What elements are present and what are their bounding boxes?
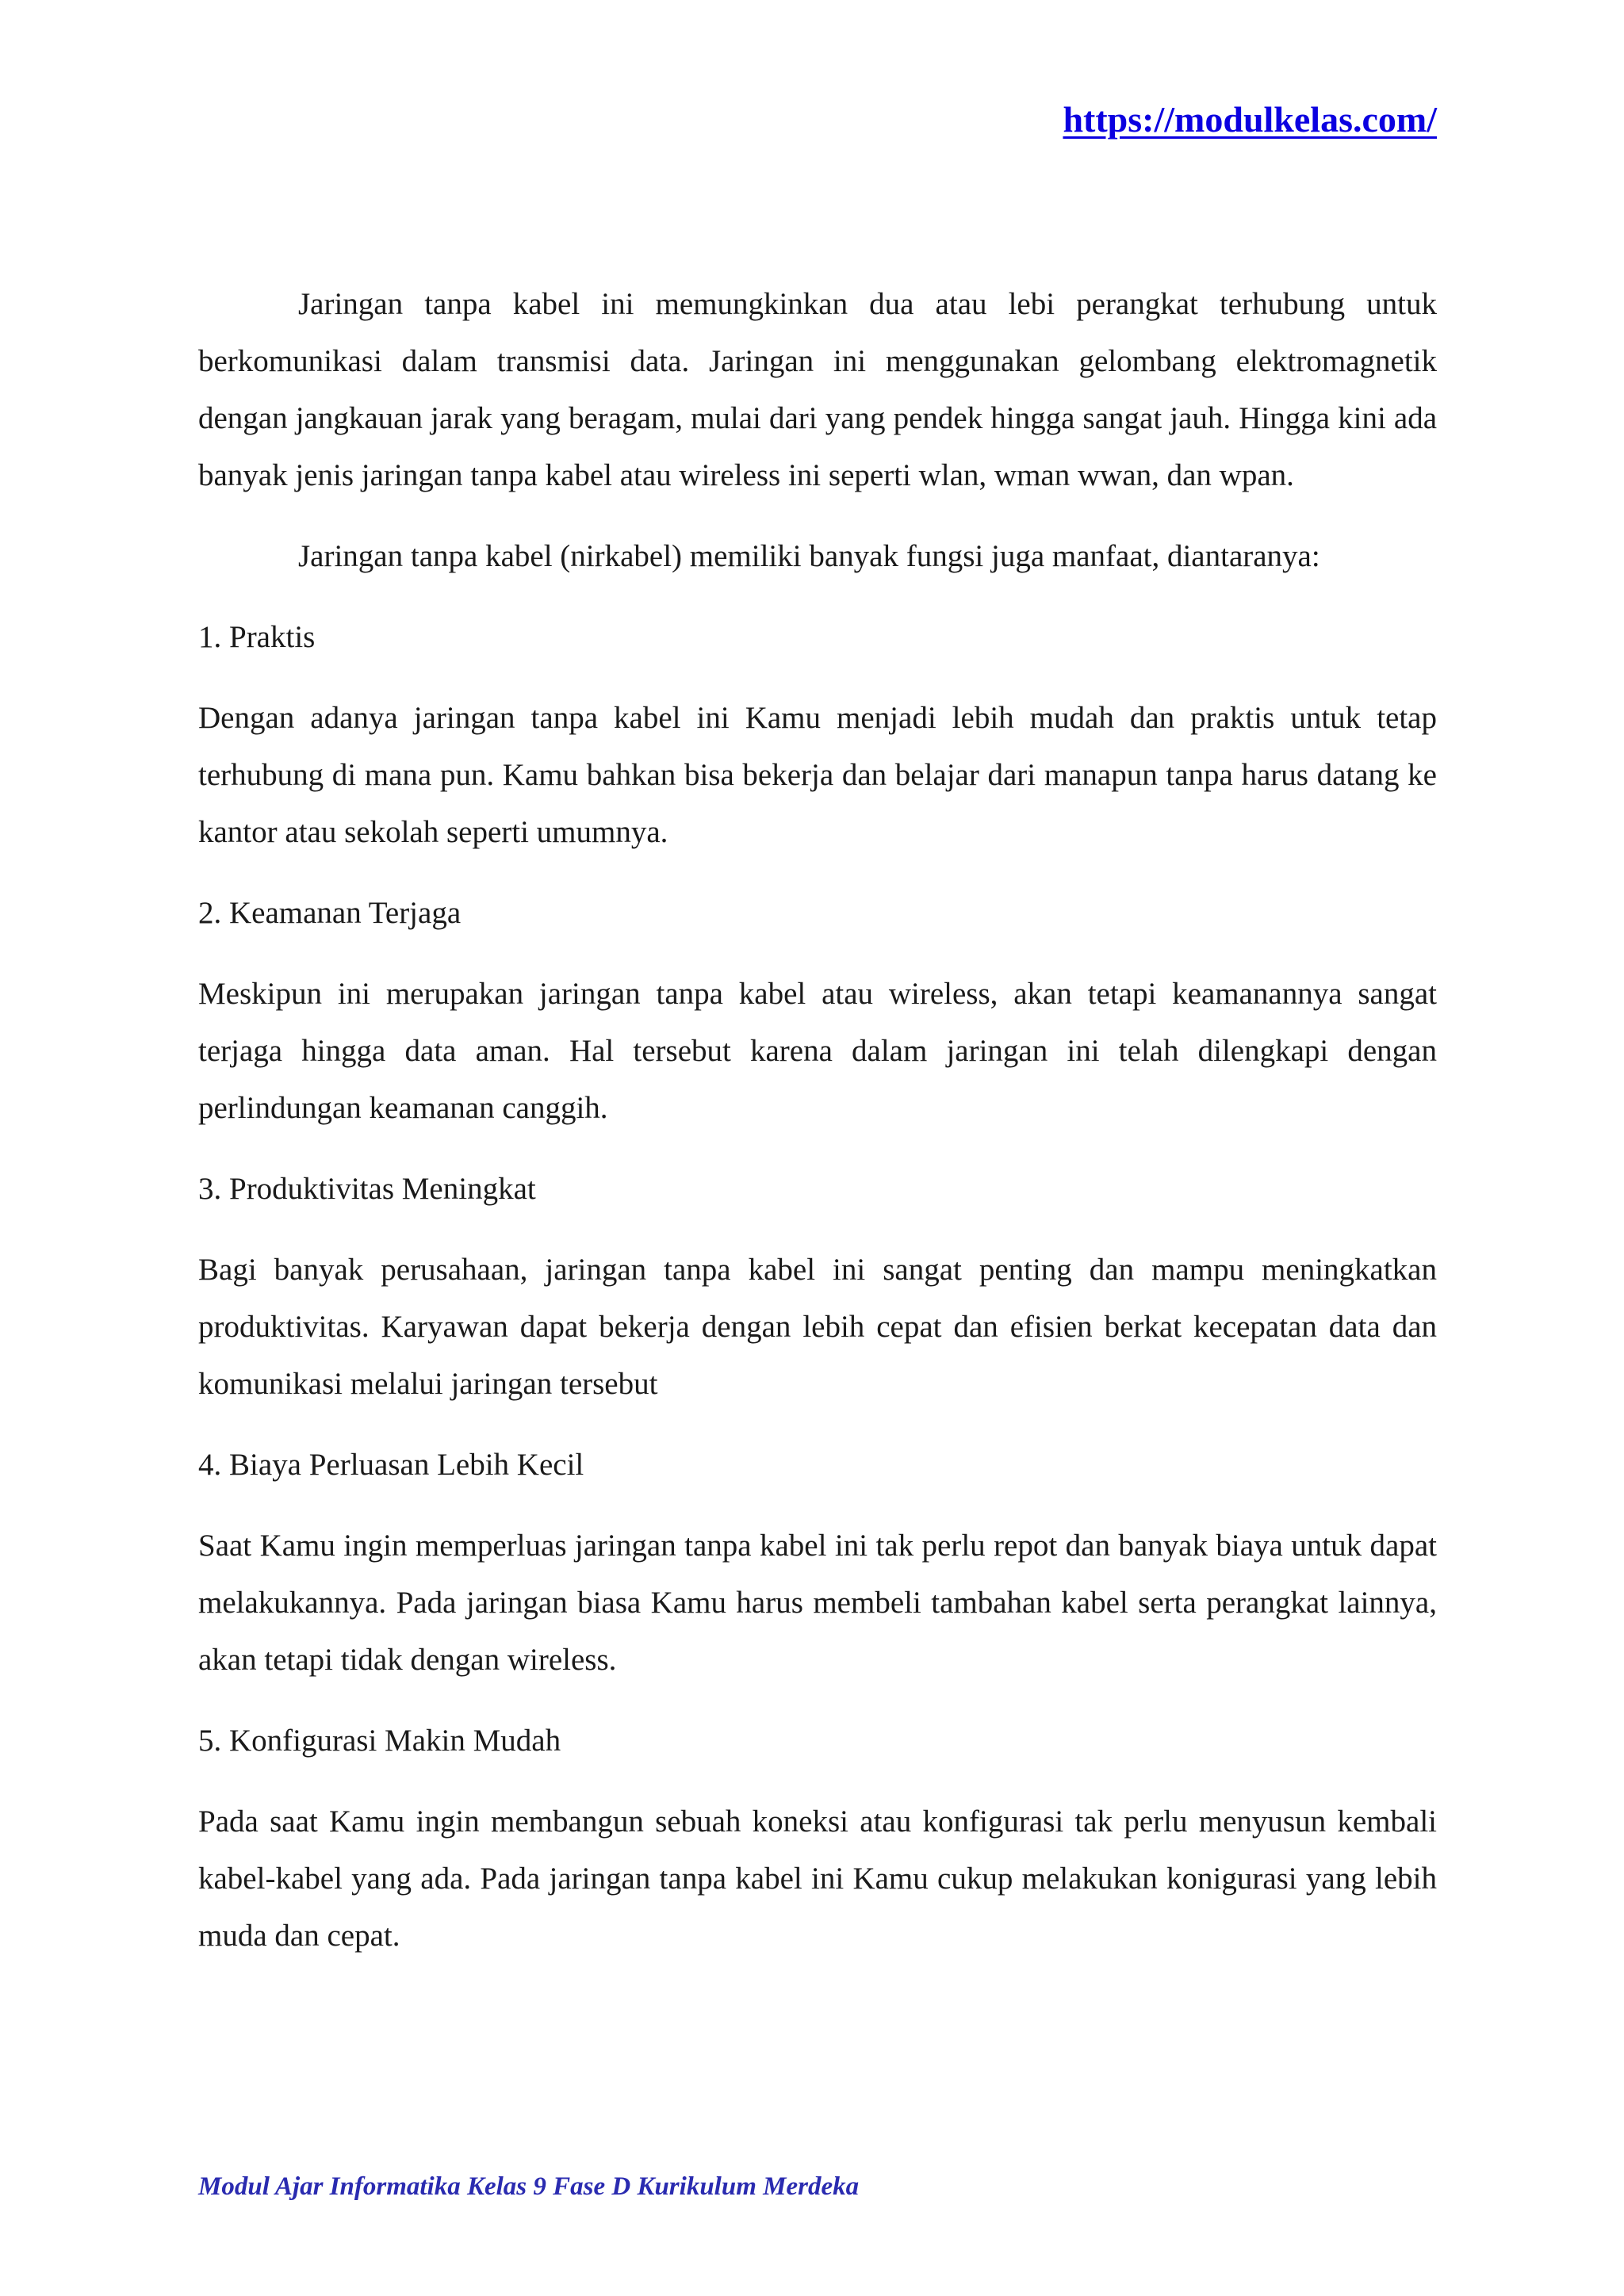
- item-text-1: Dengan adanya jaringan tanpa kabel ini Kamu menjadi lebih mudah dan praktis untuk tetap terhubung di mana pun. Kamu bahkan bisa bekerja dan belajar dari manapun tanpa harus datang ke kantor atau sekolah seperti umumnya.: [198, 701, 1437, 849]
- item-text-5: Pada saat Kamu ingin membangun sebuah koneksi atau konfigurasi tak perlu menyusun kembali kabel-kabel yang ada. Pada jaringan tanpa kabel ini Kamu cukup melakukan konigurasi yang lebih muda dan cepat.: [198, 1804, 1437, 1953]
- intro-paragraph: Jaringan tanpa kabel ini memungkinkan dua atau lebi perangkat terhubung untuk berkomunikasi dalam transmisi data. Jaringan ini menggunakan gelombang elektromagnetik dengan jangkauan jarak yang beragam, mulai dari yang pendek hingga sangat jauh. Hingga kini ada banyak jenis jaringan tanpa kabel atau wireless ini seperti wlan, wman wwan, dan wpan.: [198, 287, 1437, 492]
- item-text-4: Saat Kamu ingin memperluas jaringan tanpa kabel ini tak perlu repot dan banyak biaya untuk dapat melakukannya. Pada jaringan biasa Kamu harus membeli tambahan kabel serta perangkat lainnya, akan tetapi tidak dengan wireless.: [198, 1529, 1437, 1677]
- item-heading-5: 5. Konfigurasi Makin Mudah: [198, 1724, 561, 1758]
- item-heading-1: 1. Praktis: [198, 620, 316, 654]
- document-body: [198, 276, 1437, 1965]
- item-text-3: Bagi banyak perusahaan, jaringan tanpa kabel ini sangat penting dan mampu meningkatkan produktivitas. Karyawan dapat bekerja dengan lebih cepat dan efisien berkat kecepatan data dan komunikasi melalui jaringan tersebut: [198, 1253, 1437, 1401]
- header-url-link[interactable]: https://modulkelas.com/: [1063, 99, 1437, 140]
- item-heading-2: 2. Keamanan Terjaga: [198, 896, 462, 930]
- item-heading-3: 3. Produktivitas Meningkat: [198, 1172, 536, 1206]
- item-text-2: Meskipun ini merupakan jaringan tanpa kabel atau wireless, akan tetapi keamanannya sangat terjaga hingga data aman. Hal tersebut karena dalam jaringan ini telah dilengkapi dengan perlindungan keamanan canggih.: [198, 977, 1437, 1125]
- lead-sentence: Jaringan tanpa kabel (nirkabel) memiliki banyak fungsi juga manfaat, diantaranya:: [298, 539, 1320, 573]
- item-heading-4: 4. Biaya Perluasan Lebih Kecil: [198, 1448, 584, 1482]
- footer-title: Modul Ajar Informatika Kelas 9 Fase D Kurikulum Merdeka: [198, 2172, 860, 2201]
